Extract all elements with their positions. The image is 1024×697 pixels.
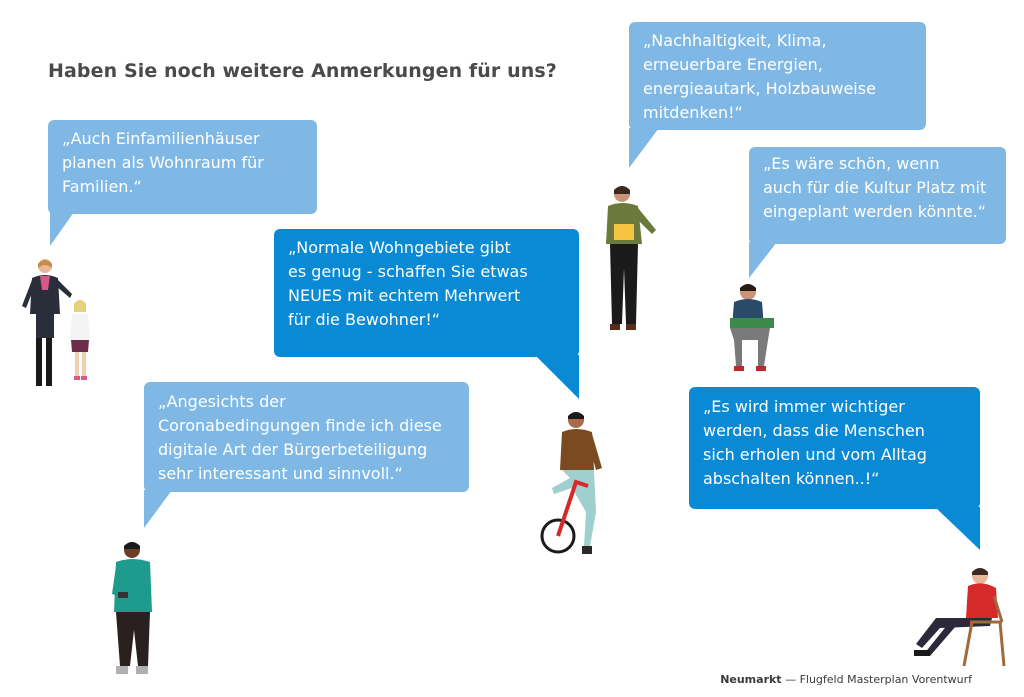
quote-bubble-normal-areas bbox=[274, 229, 579, 357]
quote-text: „Angesichts der Coronabedingungen finde ich diese digitale Art der Bürgerbeteiligung sehr interessant und sinnvoll.“ bbox=[158, 392, 442, 483]
quote-text: „Auch Einfamilienhäuser planen als Wohnraum für Familien.“ bbox=[62, 129, 264, 196]
quote-bubble-family-homes bbox=[48, 120, 317, 214]
quote-text: „Es wird immer wichtiger werden, dass die Menschen sich erholen und vom Alltag abschalten können..!“ bbox=[703, 397, 927, 488]
cyclist-illustration bbox=[540, 408, 618, 566]
bubble-tail bbox=[747, 242, 787, 282]
footer-caption bbox=[720, 673, 972, 686]
bubble-tail bbox=[535, 355, 585, 405]
quote-bubble-corona bbox=[144, 382, 469, 492]
man-with-book-illustration bbox=[600, 184, 670, 339]
page-title: Haben Sie noch weitere Anmerkungen für uns? bbox=[48, 60, 557, 82]
quote-text: „Normale Wohngebiete gibt es genug - schaffen Sie etwas NEUES mit echtem Mehrwert für die Bewohner!“ bbox=[288, 238, 528, 329]
man-on-chair-illustration bbox=[910, 566, 1006, 666]
bubble-tail bbox=[142, 490, 182, 530]
quote-bubble-culture bbox=[749, 147, 1006, 244]
bubble-tail bbox=[46, 212, 86, 252]
woman-with-child-illustration bbox=[14, 256, 104, 392]
quote-text: „Es wäre schön, wenn auch für die Kultur Platz mit eingeplant werden könnte.“ bbox=[763, 154, 987, 221]
quote-bubble-relax bbox=[689, 387, 980, 509]
bubble-tail bbox=[935, 507, 985, 557]
quote-text: „Nachhaltigkeit, Klima, erneuerbare Energien, energieautark, Holzbauweise mitdenken!“ bbox=[643, 31, 876, 122]
quote-bubble-sustainability bbox=[629, 22, 926, 130]
footer-project-subtitle: — Flugfeld Masterplan Vorentwurf bbox=[781, 673, 972, 686]
man-with-phone-illustration bbox=[104, 540, 164, 680]
bubble-tail bbox=[627, 128, 667, 170]
footer-project-name: Neumarkt bbox=[720, 673, 782, 686]
seated-reader-illustration bbox=[724, 282, 784, 374]
